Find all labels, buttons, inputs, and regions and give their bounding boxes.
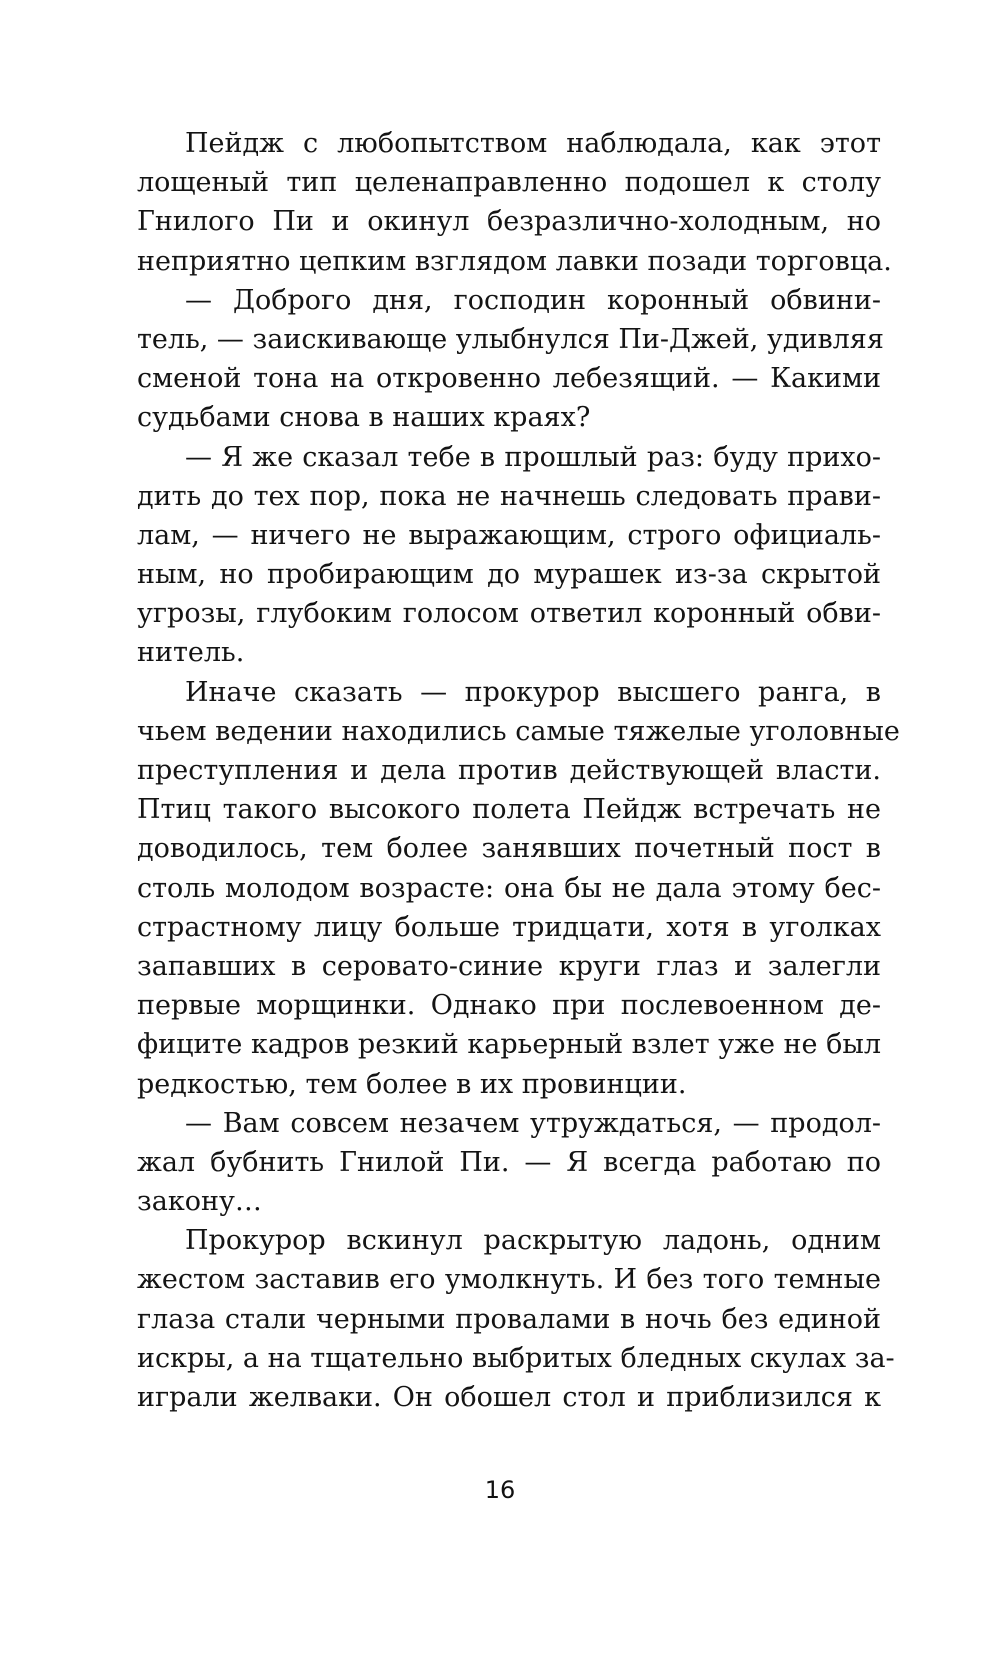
paragraph-4 [137,673,900,1104]
text-line: жал бубнить Гнилой Пи. — Я всегда работаю по [137,1146,881,1178]
text-line: редкостью, тем более в их провинции. [137,1068,687,1100]
paragraph-2 [137,281,884,438]
paragraph-6 [137,1221,895,1417]
text-line: Иначе сказать — прокурор высшего ранга, в [185,676,881,708]
text-line: — Я же сказал тебе в прошлый раз: буду прихо- [185,441,881,473]
text-line: — Доброго дня, господин коронный обвини- [185,284,881,316]
text-line: Прокурор вскинул раскрытую ладонь, одним [185,1225,881,1257]
page-number: 16 [484,1476,516,1504]
text-line: Птиц такого высокого полета Пейдж встречать не [137,794,881,826]
text-line: Гнилого Пи и окинул безразлично-холодным, но [137,206,881,238]
text-line: нитель. [137,637,245,669]
text-line: — Вам совсем незачем утруждаться, — продол- [185,1107,881,1139]
text-line: искры, а на тщательно выбритых бледных скулах за- [137,1342,895,1374]
text-line: ным, но пробирающим до мурашек из-за скрытой [137,559,881,591]
text-line: сменой тона на откровенно лебезящий. — Какими [137,363,881,395]
text-line: дить до тех пор, пока не начнешь следовать прави- [137,480,881,512]
paragraph-5 [137,1104,881,1222]
text-line: Пейдж с любопытством наблюдала, как этот [185,128,881,159]
text-line: столь молодом возрасте: она бы не дала этому бес- [137,872,881,904]
text-line: жестом заставив его умолкнуть. И без того темные [137,1264,881,1296]
text-line: судьбами снова в наших краях? [137,402,591,434]
text-line: неприятно цепким взглядом лавки позади торговца. [137,245,892,277]
text-line: преступления и дела против действующей власти. [137,755,881,786]
text-line: угрозы, глубоким голосом ответил коронный обви- [137,598,881,630]
text-line: лам, — ничего не выражающим, строго официаль- [137,519,881,551]
text-line: играли желваки. Он обошел стол и приблизился к [137,1382,881,1413]
text-line: чьем ведении находились самые тяжелые уголовные [137,715,900,747]
text-line: глаза стали черными провалами в ночь без единой [137,1303,881,1335]
paragraph-3 [137,438,881,673]
body-text [137,124,900,1417]
text-line: закону… [137,1186,262,1218]
text-line: первые морщинки. Однако при послевоенном де- [137,990,881,1022]
text-line: страстному лицу больше тридцати, хотя в уголках [137,911,881,943]
text-line: доводилось, тем более занявших почетный пост в [137,833,881,865]
text-line: фиците кадров резкий карьерный взлет уже не был [137,1029,881,1061]
text-line: запавших в серовато-синие круги глаз и залегли [137,950,881,982]
paragraph-1 [137,124,892,281]
text-line: тель, — заискивающе улыбнулся Пи-Джей, удивляя [137,323,884,355]
text-line: лощеный тип целенаправленно подошел к столу [137,167,881,199]
